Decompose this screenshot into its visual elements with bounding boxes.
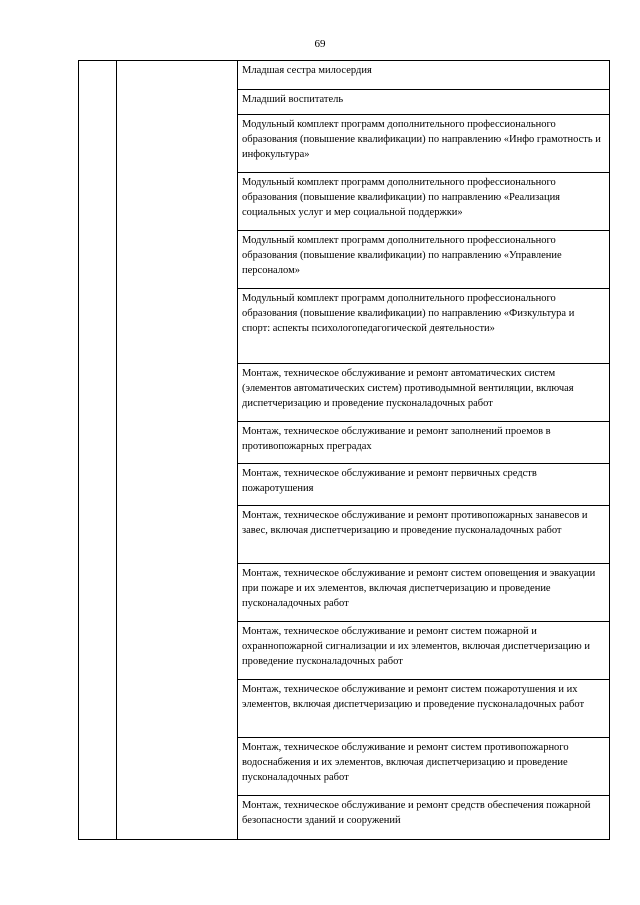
table-row: Монтаж, техническое обслуживание и ремонт противопожарных занавесов и завес, включая диспетчеризацию и проведение пусконаладочных работ xyxy=(238,506,609,564)
table-row: Модульный комплект программ дополнительного профессионального образования (повышение квалификации) по направлению «Реализация социальных услуг и мер социальной поддержки» xyxy=(238,173,609,231)
table-row: Монтаж, техническое обслуживание и ремонт систем оповещения и эвакуации при пожаре и их элементов, включая диспетчеризацию и проведение пусконаладочных работ xyxy=(238,564,609,622)
table-row: Монтаж, техническое обслуживание и ремонт систем пожарной и охраннопожарной сигнализации и их элементов, включая диспетчеризацию и проведение пусконаладочных работ xyxy=(238,622,609,680)
table-row: Монтаж, техническое обслуживание и ремонт систем противопожарного водоснабжения и их элементов, включая диспетчеризацию и проведение пусконаладочных работ xyxy=(238,738,609,796)
table-rows xyxy=(238,61,609,839)
table-row: Монтаж, техническое обслуживание и ремонт систем пожаротушения и их элементов, включая диспетчеризацию и проведение пусконаладочных работ xyxy=(238,680,609,738)
table-row: Монтаж, техническое обслуживание и ремонт средств обеспечения пожарной безопасности зданий и сооружений xyxy=(242,800,591,826)
table-row: Младший воспитатель xyxy=(238,90,609,115)
table-row: Младшая сестра милосердия xyxy=(238,61,609,90)
table-row: Модульный комплект программ дополнительного профессионального образования (повышение квалификации) по направлению «Управление персоналом» xyxy=(238,231,609,289)
table-row: Модульный комплект программ дополнительного профессионального образования (повышение квалификации) по направлению «Инфо грамотность и инфокультура» xyxy=(238,115,609,173)
table-row: Монтаж, техническое обслуживание и ремонт заполнений проемов в противопожарных преградах xyxy=(238,422,609,464)
table-row: Монтаж, техническое обслуживание и ремонт автоматических систем (элементов автоматических систем) противодымной вентиляции, включая диспетчеризацию и проведение пусконаладочных работ xyxy=(238,364,609,422)
program-table xyxy=(78,60,610,840)
page-number: 69 xyxy=(314,38,326,50)
table-row: Монтаж, техническое обслуживание и ремонт первичных средств пожаротушения xyxy=(238,464,609,506)
column-divider xyxy=(116,61,117,839)
table-row: Модульный комплект программ дополнительного профессионального образования (повышение квалификации) по направлению «Физкультура и спорт: аспекты психологопедагогической деятельности» xyxy=(238,289,609,364)
